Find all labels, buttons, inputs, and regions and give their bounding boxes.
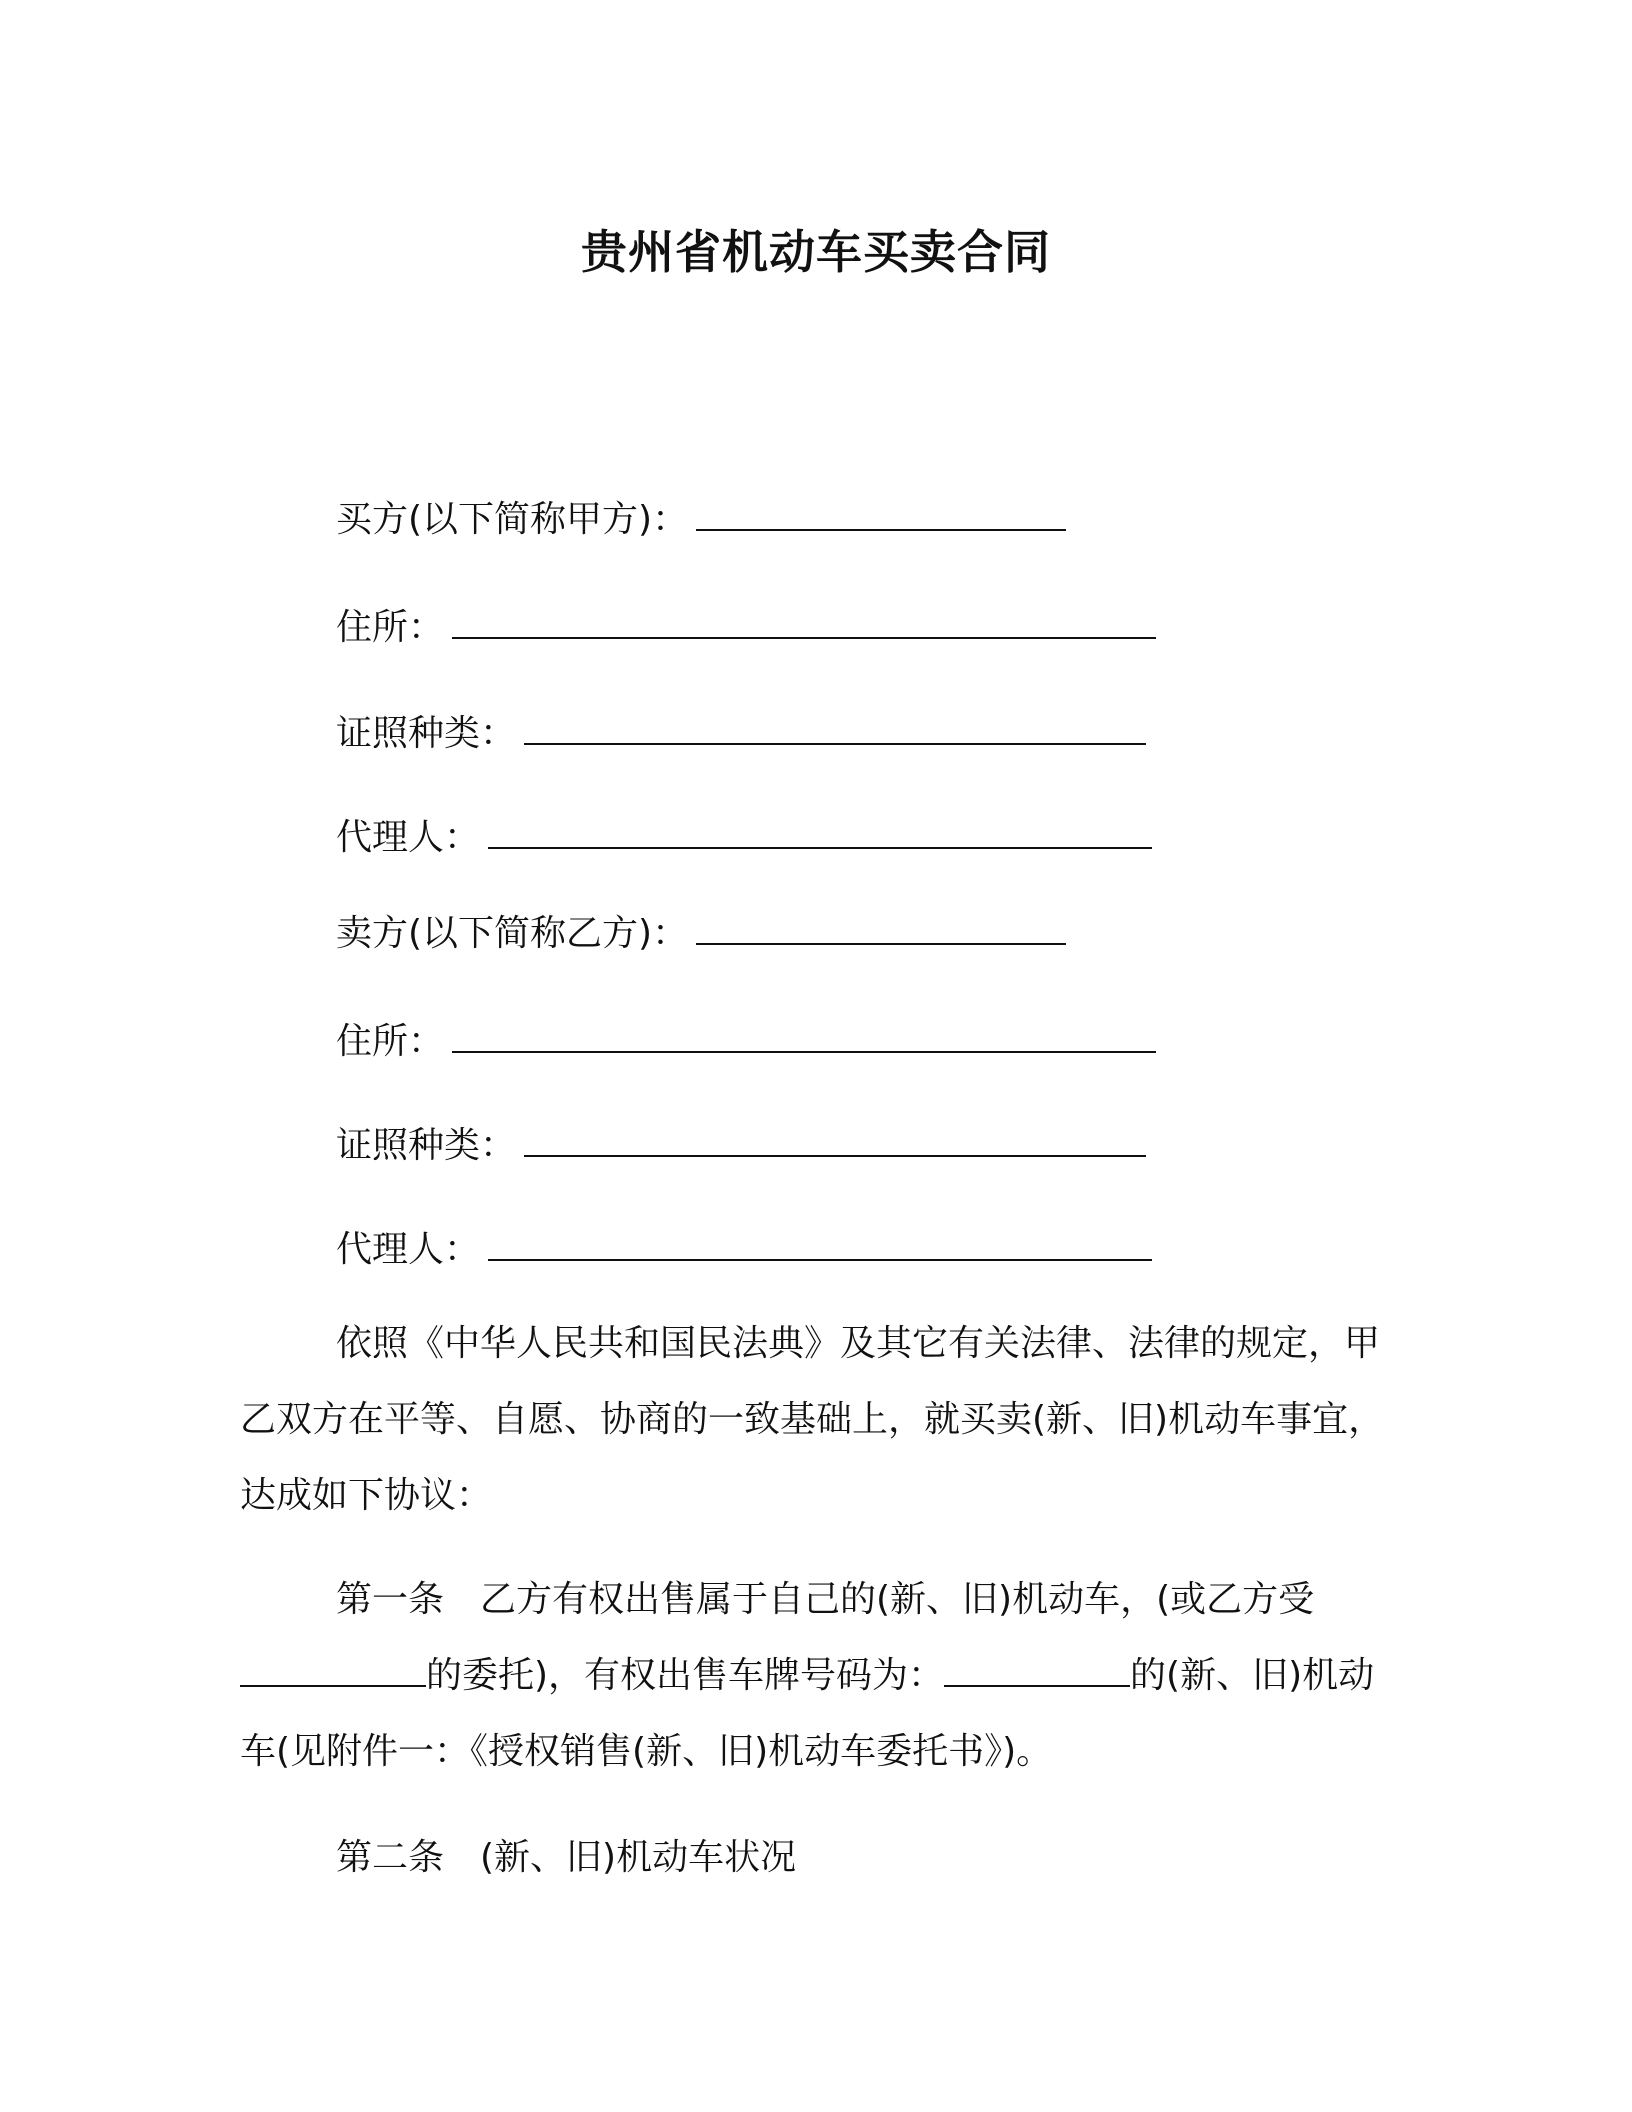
plate-number-blank[interactable] [944, 1653, 1130, 1687]
article-2-paragraph [240, 1820, 1390, 1896]
article-1-text [240, 1562, 1390, 1790]
buyer-agent-label: 代理人： [336, 817, 481, 858]
buyer-name-field [336, 496, 1066, 544]
entrusting-party-blank[interactable] [240, 1653, 426, 1687]
contract-title: 贵州省机动车买卖合同 [581, 225, 1051, 279]
seller-name-blank[interactable] [696, 911, 1066, 945]
buyer-name-label: 买方(以下简称甲方)： [336, 499, 689, 540]
buyer-address-label: 住所： [336, 607, 445, 648]
buyer-id-type-label: 证照种类： [336, 713, 517, 754]
article-1-part1: 第一条 乙方有权出售属于自己的(新、旧)机动车，(或乙方受 [336, 1579, 1315, 1620]
seller-agent-blank[interactable] [488, 1227, 1152, 1261]
seller-id-type-field [336, 1122, 1146, 1170]
buyer-address-field [336, 604, 1156, 652]
seller-agent-label: 代理人： [336, 1229, 481, 1270]
seller-address-field [336, 1018, 1156, 1066]
seller-name-field [336, 910, 1066, 958]
seller-id-type-blank[interactable] [524, 1123, 1146, 1157]
article-2-heading: 第二条 (新、旧)机动车状况 [336, 1837, 797, 1878]
seller-name-label: 卖方(以下简称乙方)： [336, 913, 689, 954]
article-1-part3: 的(新、旧)机动车(见附件一：《授权销售(新、旧)机动车委托书》)。 [240, 1655, 1375, 1772]
article-1-part2: 的委托)，有权出售车牌号码为： [426, 1655, 945, 1696]
preamble-paragraph [240, 1306, 1390, 1534]
buyer-address-blank[interactable] [452, 605, 1156, 639]
preamble-text: 依照《中华人民共和国民法典》及其它有关法律、法律的规定，甲乙双方在平等、自愿、协商的一致基础上，就买卖(新、旧)机动车事宜，达成如下协议： [240, 1323, 1385, 1516]
buyer-id-type-blank[interactable] [524, 711, 1146, 745]
seller-id-type-label: 证照种类： [336, 1125, 517, 1166]
seller-agent-field [336, 1226, 1152, 1274]
article-1-paragraph [240, 1562, 1390, 1790]
buyer-agent-blank[interactable] [488, 815, 1152, 849]
seller-address-label: 住所： [336, 1021, 445, 1062]
buyer-id-type-field [336, 710, 1146, 758]
seller-address-blank[interactable] [452, 1019, 1156, 1053]
buyer-name-blank[interactable] [696, 497, 1066, 531]
buyer-agent-field [336, 814, 1152, 862]
